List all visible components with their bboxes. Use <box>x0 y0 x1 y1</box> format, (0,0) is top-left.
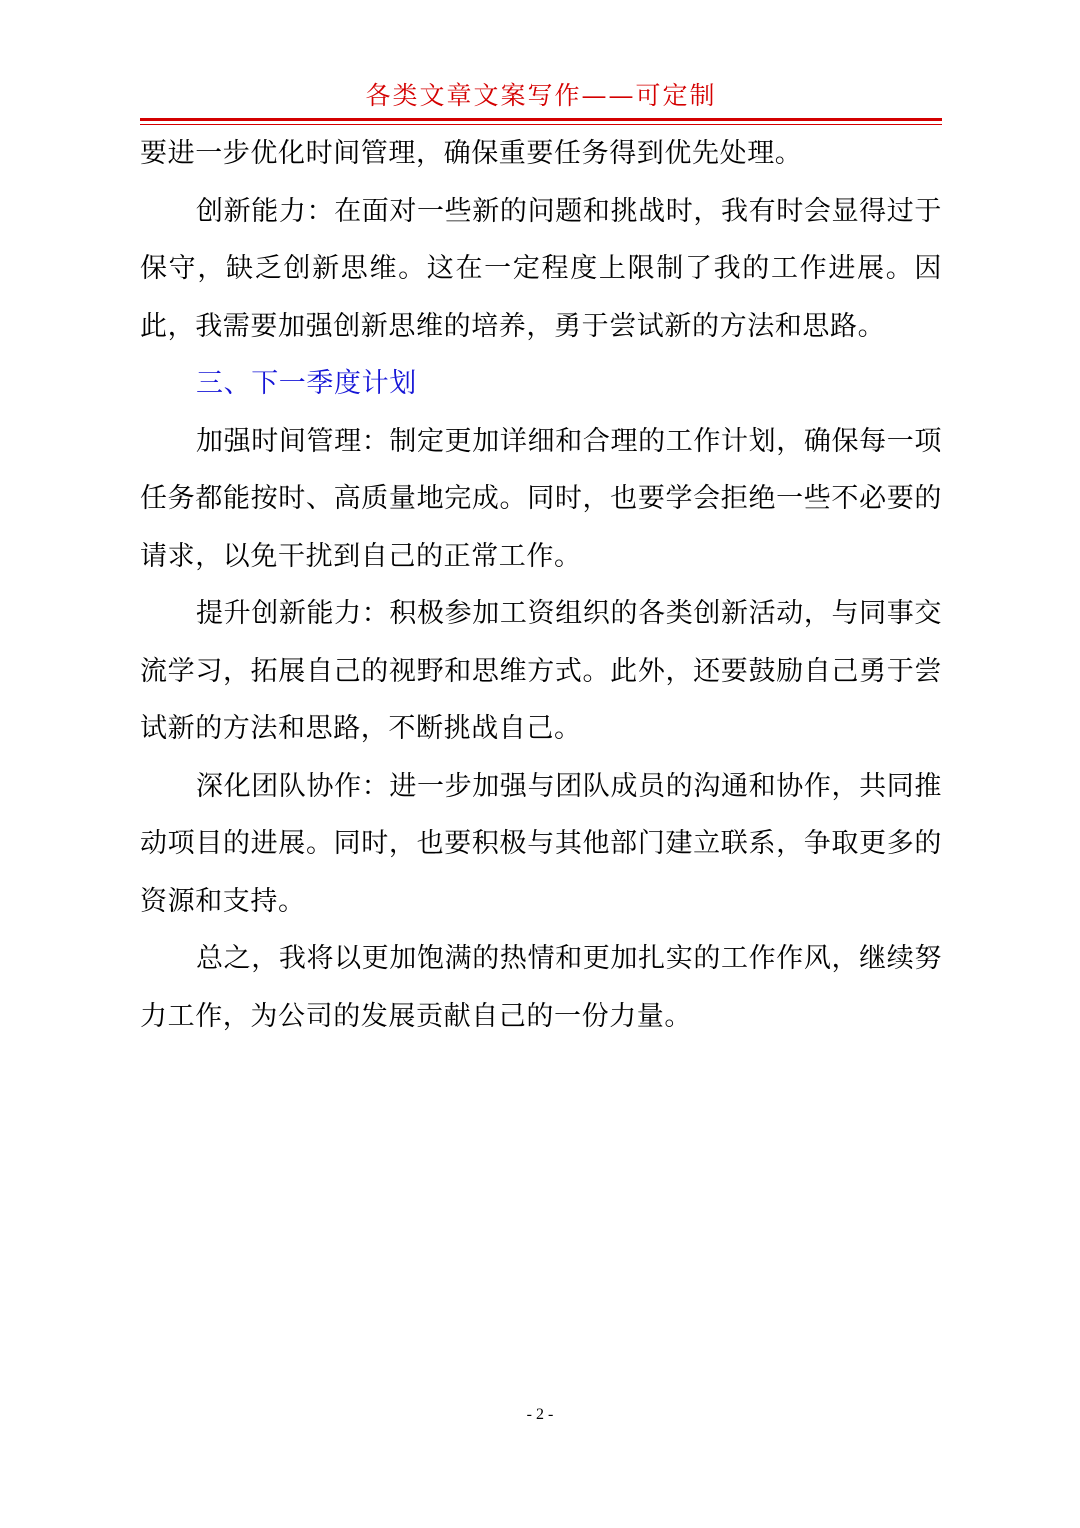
paragraph-innovation-ability: 创新能力：在面对一些新的问题和挑战时，我有时会显得过于保守，缺乏创新思维。这在一定程度上限制了我的工作进展。因此，我需要加强创新思维的培养，勇于尝试新的方法和思路。 <box>140 195 942 342</box>
paragraph-improve-innovation: 提升创新能力：积极参加工资组织的各类创新活动，与同事交流学习，拓展自己的视野和思维方式。此外，还要鼓励自己勇于尝试新的方法和思路，不断挑战自己。 <box>140 598 942 744</box>
paragraph-continuation: 要进一步优化时间管理，确保重要任务得到优先处理。 <box>140 138 803 169</box>
paragraph-time-management: 加强时间管理：制定更加详细和合理的工作计划，确保每一项任务都能按时、高质量地完成。同时，也要学会拒绝一些不必要的请求，以免干扰到自己的正常工作。 <box>140 425 942 572</box>
section-heading-next-quarter-plan: 三、下一季度计划 <box>196 368 417 399</box>
page-header-title: 各类文章文案写作——可定制 <box>365 81 717 110</box>
page-number: - 2 - <box>526 1406 554 1423</box>
document-body <box>140 125 942 1045</box>
header-rule-thick <box>140 118 942 121</box>
paragraph-conclusion: 总之，我将以更加饱满的热情和更加扎实的工作作风，继续努力工作，为公司的发展贡献自己的一份力量。 <box>140 943 942 1032</box>
paragraph-team-collaboration: 深化团队协作：进一步加强与团队成员的沟通和协作，共同推动项目的进展。同时，也要积极与其他部门建立联系，争取更多的资源和支持。 <box>140 770 942 917</box>
